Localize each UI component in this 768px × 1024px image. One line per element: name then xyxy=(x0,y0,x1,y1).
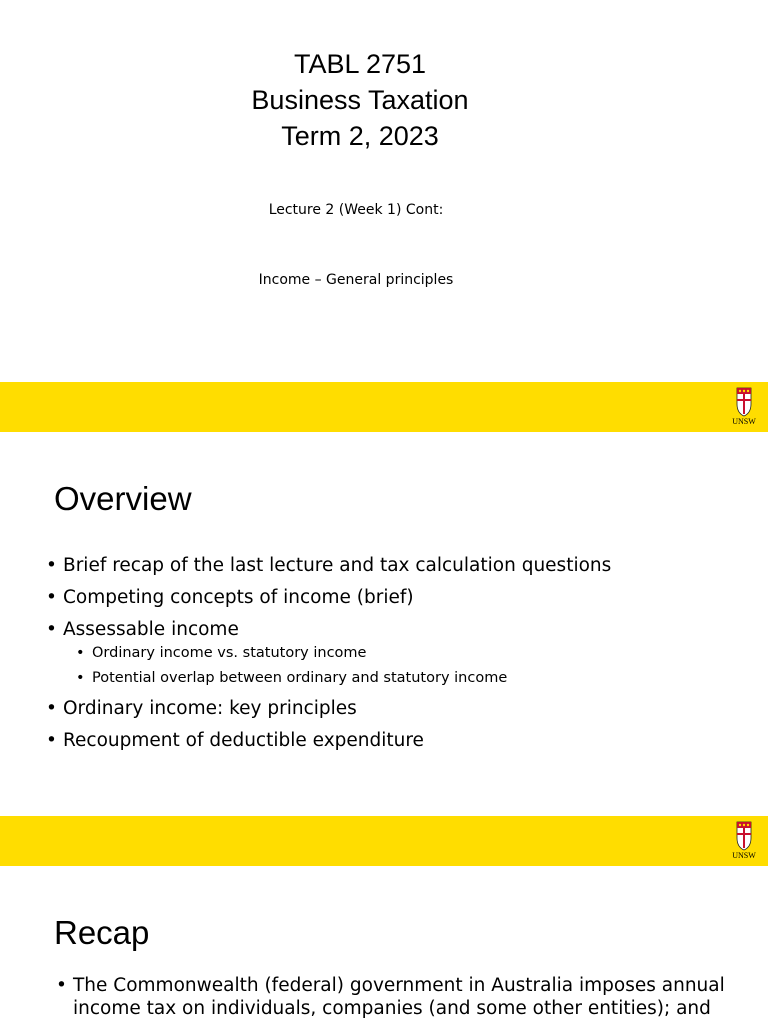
unsw-logo-text: UNSW xyxy=(732,417,756,426)
slide-heading: Recap xyxy=(54,914,150,951)
slide-divider-band xyxy=(0,382,768,432)
list-item: • Competing concepts of income (brief) xyxy=(46,587,611,609)
course-code: TABL 2751 xyxy=(293,49,427,79)
list-item: • The Commonwealth (federal) government in Australia imposes annual income tax on individuals, companies (and some other entities); and xyxy=(56,974,756,1020)
unsw-crest-icon xyxy=(726,820,762,862)
unsw-crest-icon xyxy=(726,386,762,428)
slide-divider-band xyxy=(0,816,768,866)
list-item: • Assessable income • Ordinary income vs. statutory income • Potential overlap between ordinary and statutory income xyxy=(46,619,611,688)
bullet-list xyxy=(46,555,611,762)
unsw-logo-text: UNSW xyxy=(732,851,756,860)
slide-title xyxy=(200,46,520,154)
topic-subtitle: Income – General principles xyxy=(258,272,454,288)
sub-bullet-list xyxy=(63,643,611,688)
sub-list-item: • Potential overlap between ordinary and statutory income xyxy=(63,668,611,688)
list-item: • Brief recap of the last lecture and tax calculation questions xyxy=(46,555,611,577)
sub-list-item: • Ordinary income vs. statutory income xyxy=(63,643,611,663)
course-term: Term 2, 2023 xyxy=(281,121,439,151)
title-slide xyxy=(0,0,768,382)
list-item: • Ordinary income: key principles xyxy=(46,698,611,720)
bullet-list xyxy=(56,974,756,1024)
recap-slide xyxy=(0,866,768,1024)
course-name: Business Taxation xyxy=(251,85,469,115)
slide-heading: Overview xyxy=(54,480,192,517)
lecture-subtitle: Lecture 2 (Week 1) Cont: xyxy=(268,202,444,218)
overview-slide xyxy=(0,432,768,816)
list-item: • Recoupment of deductible expenditure xyxy=(46,730,611,752)
